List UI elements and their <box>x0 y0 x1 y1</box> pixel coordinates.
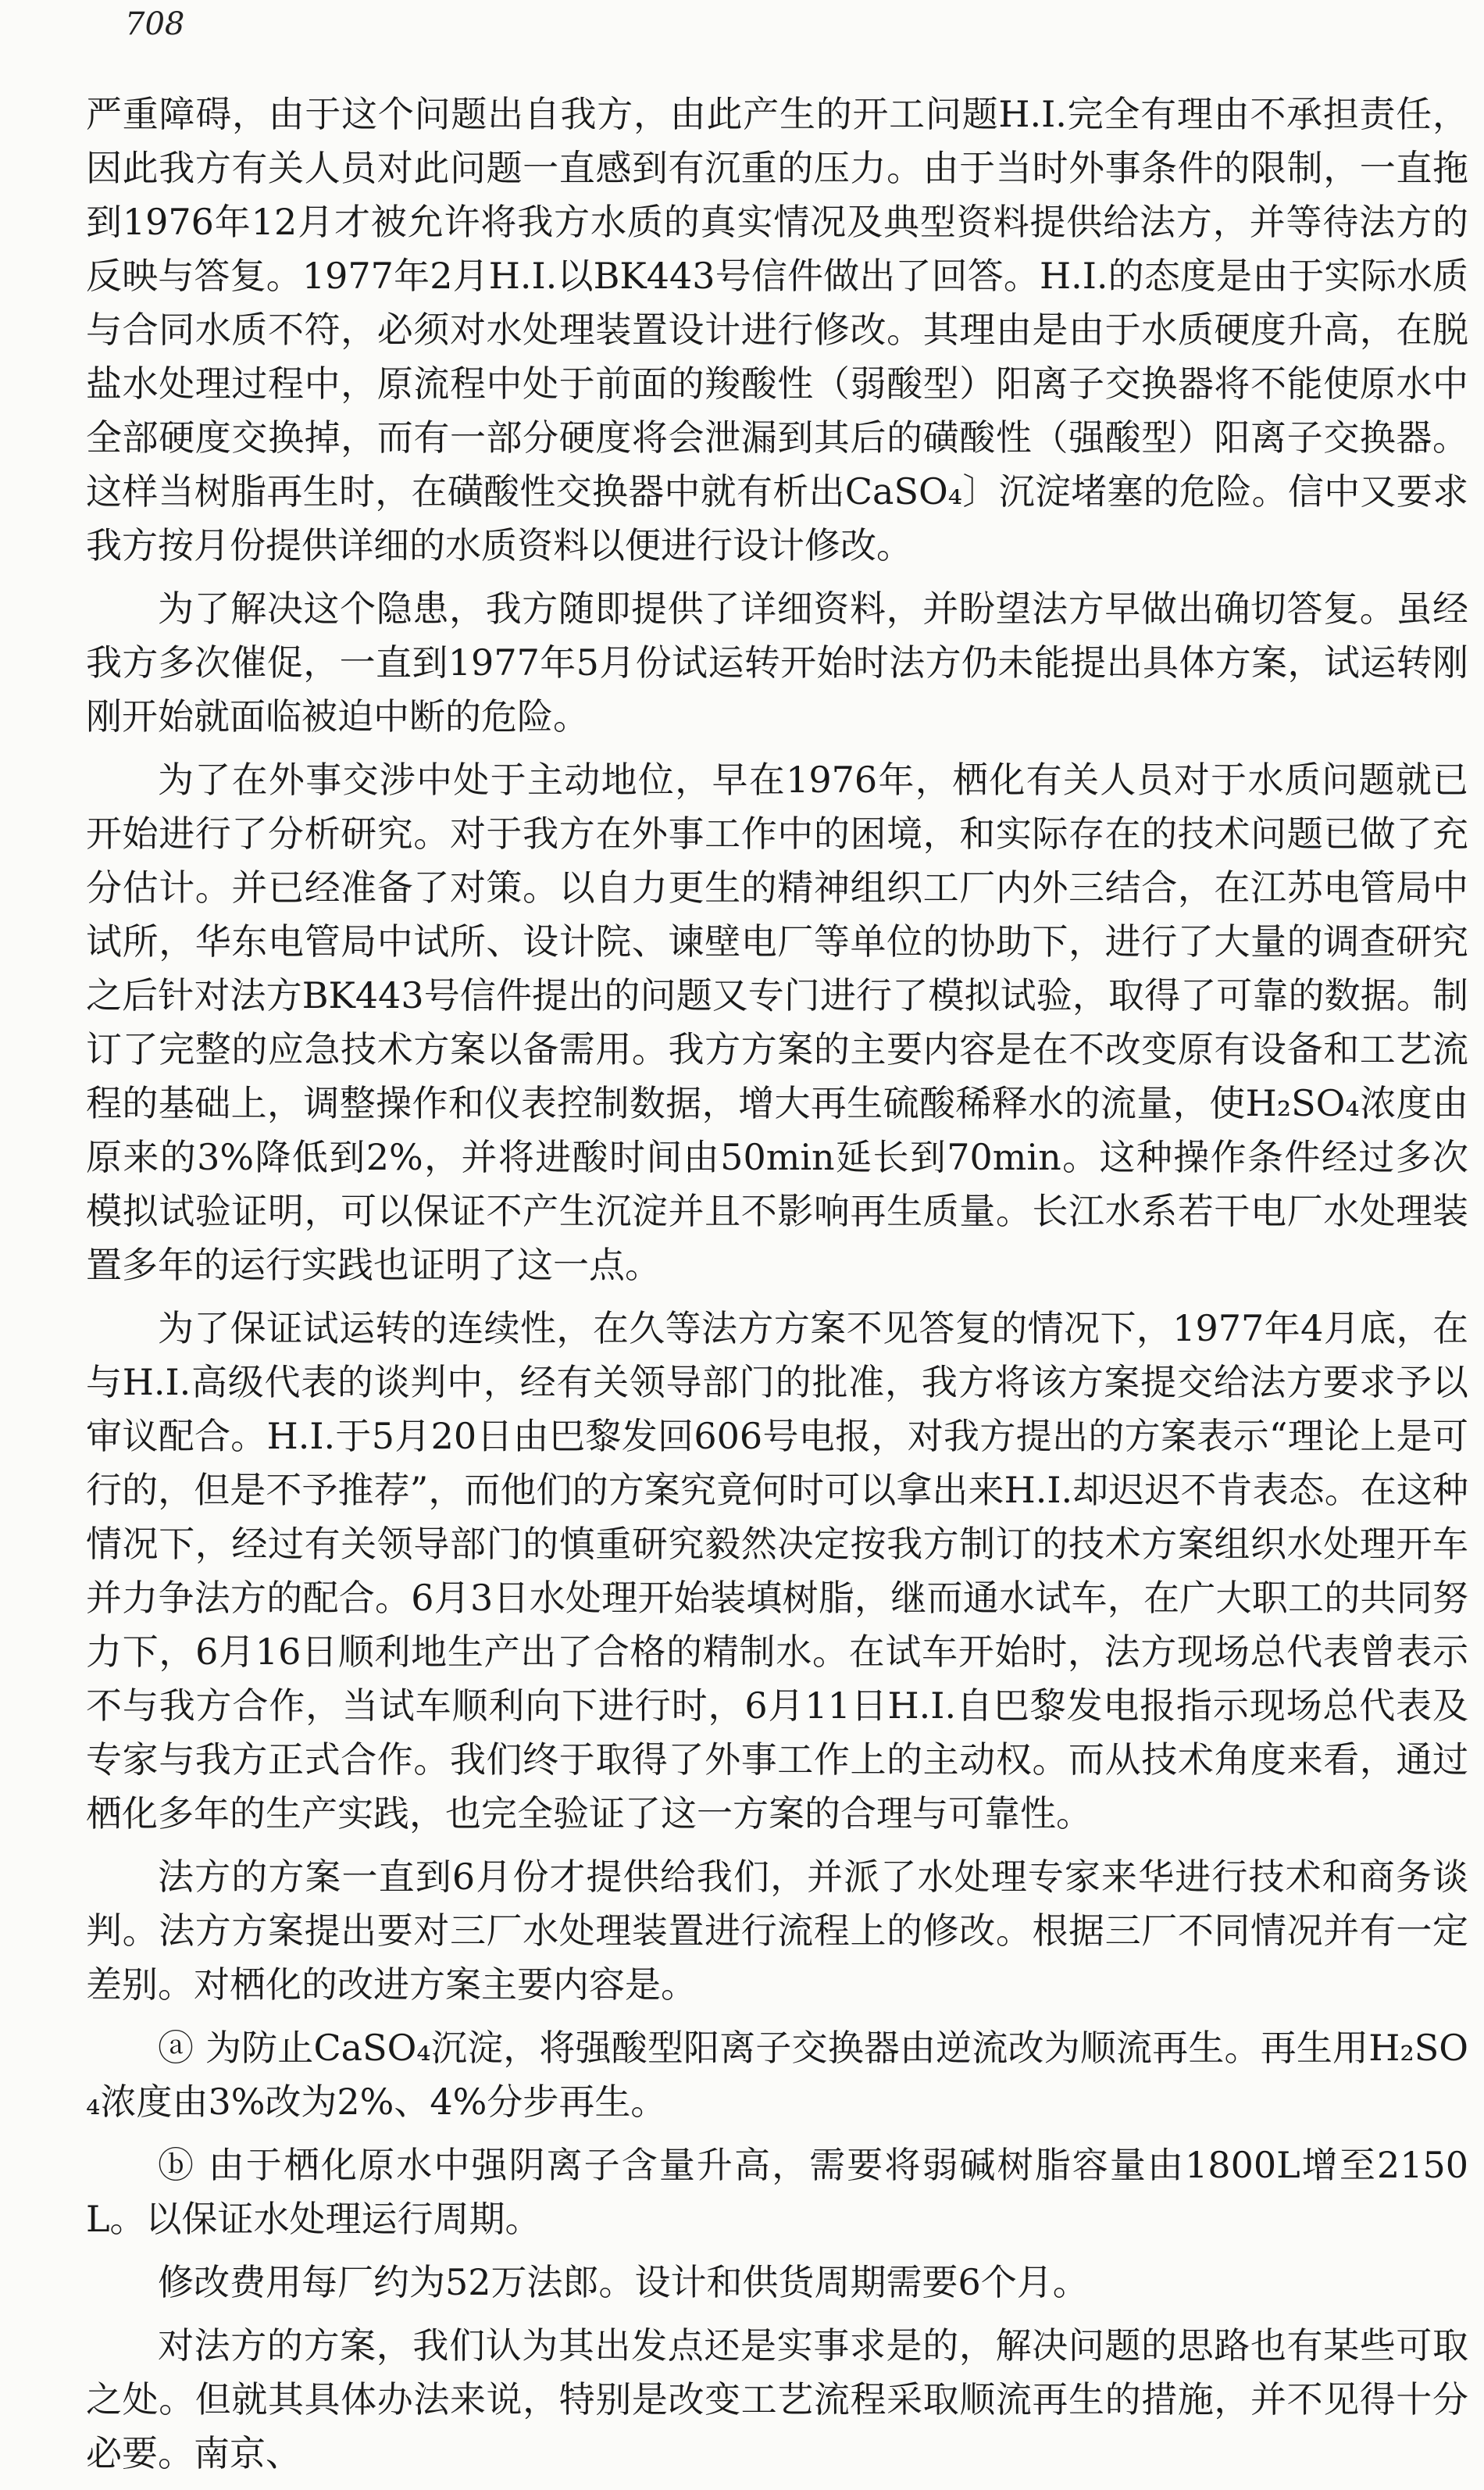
paragraph-3: 为了在外事交涉中处于主动地位，早在1976年，栖化有关人员对于水质问题就已开始进行了分析研究。对于我方在外事工作中的困境，和实际存在的技术问题已做了充分估计。并已经准备了对策。以自力更生的精神组织工厂内外三结合，在江苏电管局中试所，华东电管局中试所、设计院、谏壁电厂等单位的协助下，进行了大量的调查研究之后针对法方BK443号信件提出的问题又专门进行了模拟试验，取得了可靠的数据。制订了完整的应急技术方案以备需用。我方方案的主要内容是在不改变原有设备和工艺流程的基础上，调整操作和仪表控制数据，增大再生硫酸稀释水的流量，使H₂SO₄浓度由原来的3%降低到2%，并将进酸时间由50min延长到70min。这种操作条件经过多次模拟试验证明，可以保证不产生沉淀并且不影响再生质量。长江水系若干电厂水处理装置多年的运行实践也证明了这一点。 <box>86 759 1468 1286</box>
paragraph-9: 对法方的方案，我们认为其出发点还是实事求是的，解决问题的思路也有某些可取之处。但就其具体办法来说，特别是改变工艺流程采取顺流再生的措施，并不见得十分必要。南京、 <box>86 2324 1468 2474</box>
body-text <box>86 88 1468 2490</box>
paragraph-8: 修改费用每厂约为52万法郎。设计和供货周期需要6个月。 <box>158 2261 1089 2303</box>
paragraph-7: ⓑ 由于栖化原水中强阴离子含量升高，需要将弱碱树脂容量由1800L增至2150L。以保证水处理运行周期。 <box>86 2144 1468 2240</box>
paragraph-6: ⓐ 为防止CaSO₄沉淀，将强酸型阳离子交换器由逆流改为顺流再生。再生用H₂SO₄浓度由3%改为2%、4%分步再生。 <box>86 2027 1468 2123</box>
paragraph-4: 为了保证试运转的连续性，在久等法方方案不见答复的情况下，1977年4月底，在与H.I.高级代表的谈判中，经有关领导部门的批准，我方将该方案提交给法方要求予以审议配合。H.I.于5月20日由巴黎发回606号电报，对我方提出的方案表示“理论上是可行的，但是不予推荐”，而他们的方案究竟何时可以拿出来H.I.却迟迟不肯表态。在这种情况下，经过有关领导部门的慎重研究毅然决定按我方制订的技术方案组织水处理开车并力争法方的配合。6月3日水处理开始装填树脂，继而通水试车，在广大职工的共同努力下，6月16日顺利地生产出了合格的精制水。在试车开始时，法方现场总代表曾表示不与我方合作，当试车顺利向下进行时，6月11日H.I.自巴黎发电报指示现场总代表及专家与我方正式合作。我们终于取得了外事工作上的主动权。而从技术角度来看，通过栖化多年的生产实践，也完全验证了这一方案的合理与可靠性。 <box>86 1307 1468 1834</box>
paragraph-1: 严重障碍，由于这个问题出自我方，由此产生的开工问题H.I.完全有理由不承担责任，因此我方有关人员对此问题一直感到有沉重的压力。由于当时外事条件的限制，一直拖到1976年12月才被允许将我方水质的真实情况及典型资料提供给法方，并等待法方的反映与答复。1977年2月H.I.以BK443号信件做出了回答。H.I.的态度是由于实际水质与合同水质不符，必须对水处理装置设计进行修改。其理由是由于水质硬度升高，在脱盐水处理过程中，原流程中处于前面的羧酸性（弱酸型）阳离子交换器将不能使原水中全部硬度交换掉，而有一部分硬度将会泄漏到其后的磺酸性（强酸型）阳离子交换器。这样当树脂再生时，在磺酸性交换器中就有析出CaSO₄〕沉淀堵塞的危险。信中又要求我方按月份提供详细的水质资料以便进行设计修改。 <box>86 93 1468 566</box>
paragraph-2: 为了解决这个隐患，我方随即提供了详细资料，并盼望法方早做出确切答复。虽经我方多次催促，一直到1977年5月份试运转开始时法方仍未能提出具体方案，试运转刚刚开始就面临被迫中断的危险。 <box>86 588 1468 738</box>
page-number: 708 <box>125 6 185 42</box>
paragraph-5: 法方的方案一直到6月份才提供给我们，并派了水处理专家来华进行技术和商务谈判。法方方案提出要对三厂水处理装置进行流程上的修改。根据三厂不同情况并有一定差别。对栖化的改进方案主要内容是。 <box>86 1856 1468 2006</box>
